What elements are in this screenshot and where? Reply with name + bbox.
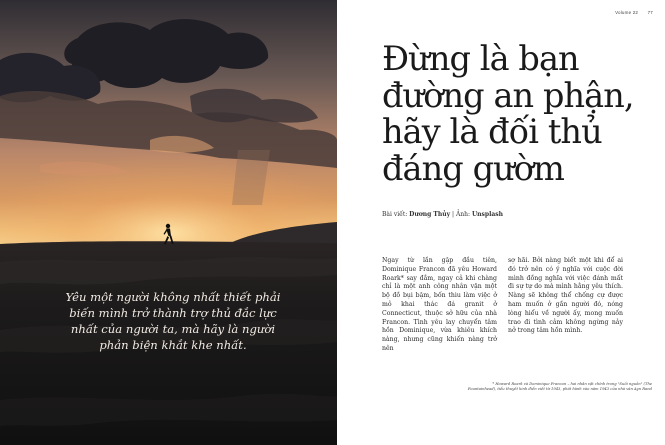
folio [607, 10, 653, 15]
folio-page-number: 77 [647, 10, 653, 15]
photo-credit-name: Unsplash [471, 211, 504, 218]
headline-line: đường an phận, [382, 75, 634, 115]
footnote: * Howard Roark và Dominique Francon – hai nhân vật chính trong "Suối nguồn" (The Fountainhead), tiểu thuyết kinh điển viết từ 1943, phát hành vào năm 1943 của nhà văn Ayn Rand [467, 382, 652, 392]
folio-section: Volume 22 [615, 10, 639, 15]
body-column-1: Ngay từ lần gặp đầu tiên, Dominique Francon đã yêu Howard Roark* say đắm, ngay cả khi chàng chỉ là một anh công nhân vận một bộ đồ bụi bặm, bốn thiu làm việc ở mỏ khai thác đá granit ở Connecticut, thuộc sở hữu của nhà Francon. Tình yêu lay chuyển tâm hồn Dominique, vừa khiêu khích nàng, nhưng cũng khiến nàng trở nên [382, 257, 497, 352]
right-page-article [337, 0, 665, 445]
byline-separator: | [451, 211, 455, 218]
body-column-2: sợ hãi. Bởi nàng biết một khi để ai đó trở nên có ý nghĩa với cuộc đời mình đồng nghĩa với việc đánh mất đi sự tự do mà mình hằng yêu thích. Nàng sẽ không thể chống cự được ham muốn ở gần người đó, nóng lòng hiểu về người ấy, mong muốn trao đi tình cảm không ngừng nảy nở trong tâm hồn mình. [508, 257, 623, 335]
headline-line: đáng gườm [382, 148, 564, 188]
headline-line: Đừng là bạn [382, 39, 579, 78]
author-label: Bài viết: [382, 211, 408, 218]
article-headline [382, 41, 662, 187]
pull-quote: Yêu một người không nhất thiết phải biến mình trở thành trợ thủ đắc lực nhất của người ta, mà hãy là người phản biện khắt khe nhất. [65, 290, 281, 352]
photo-credit-label: Ảnh: [455, 211, 471, 218]
headline-line: hãy là đối thủ [382, 112, 602, 151]
byline [382, 211, 503, 218]
author-name: Dương Thủy [409, 211, 451, 218]
